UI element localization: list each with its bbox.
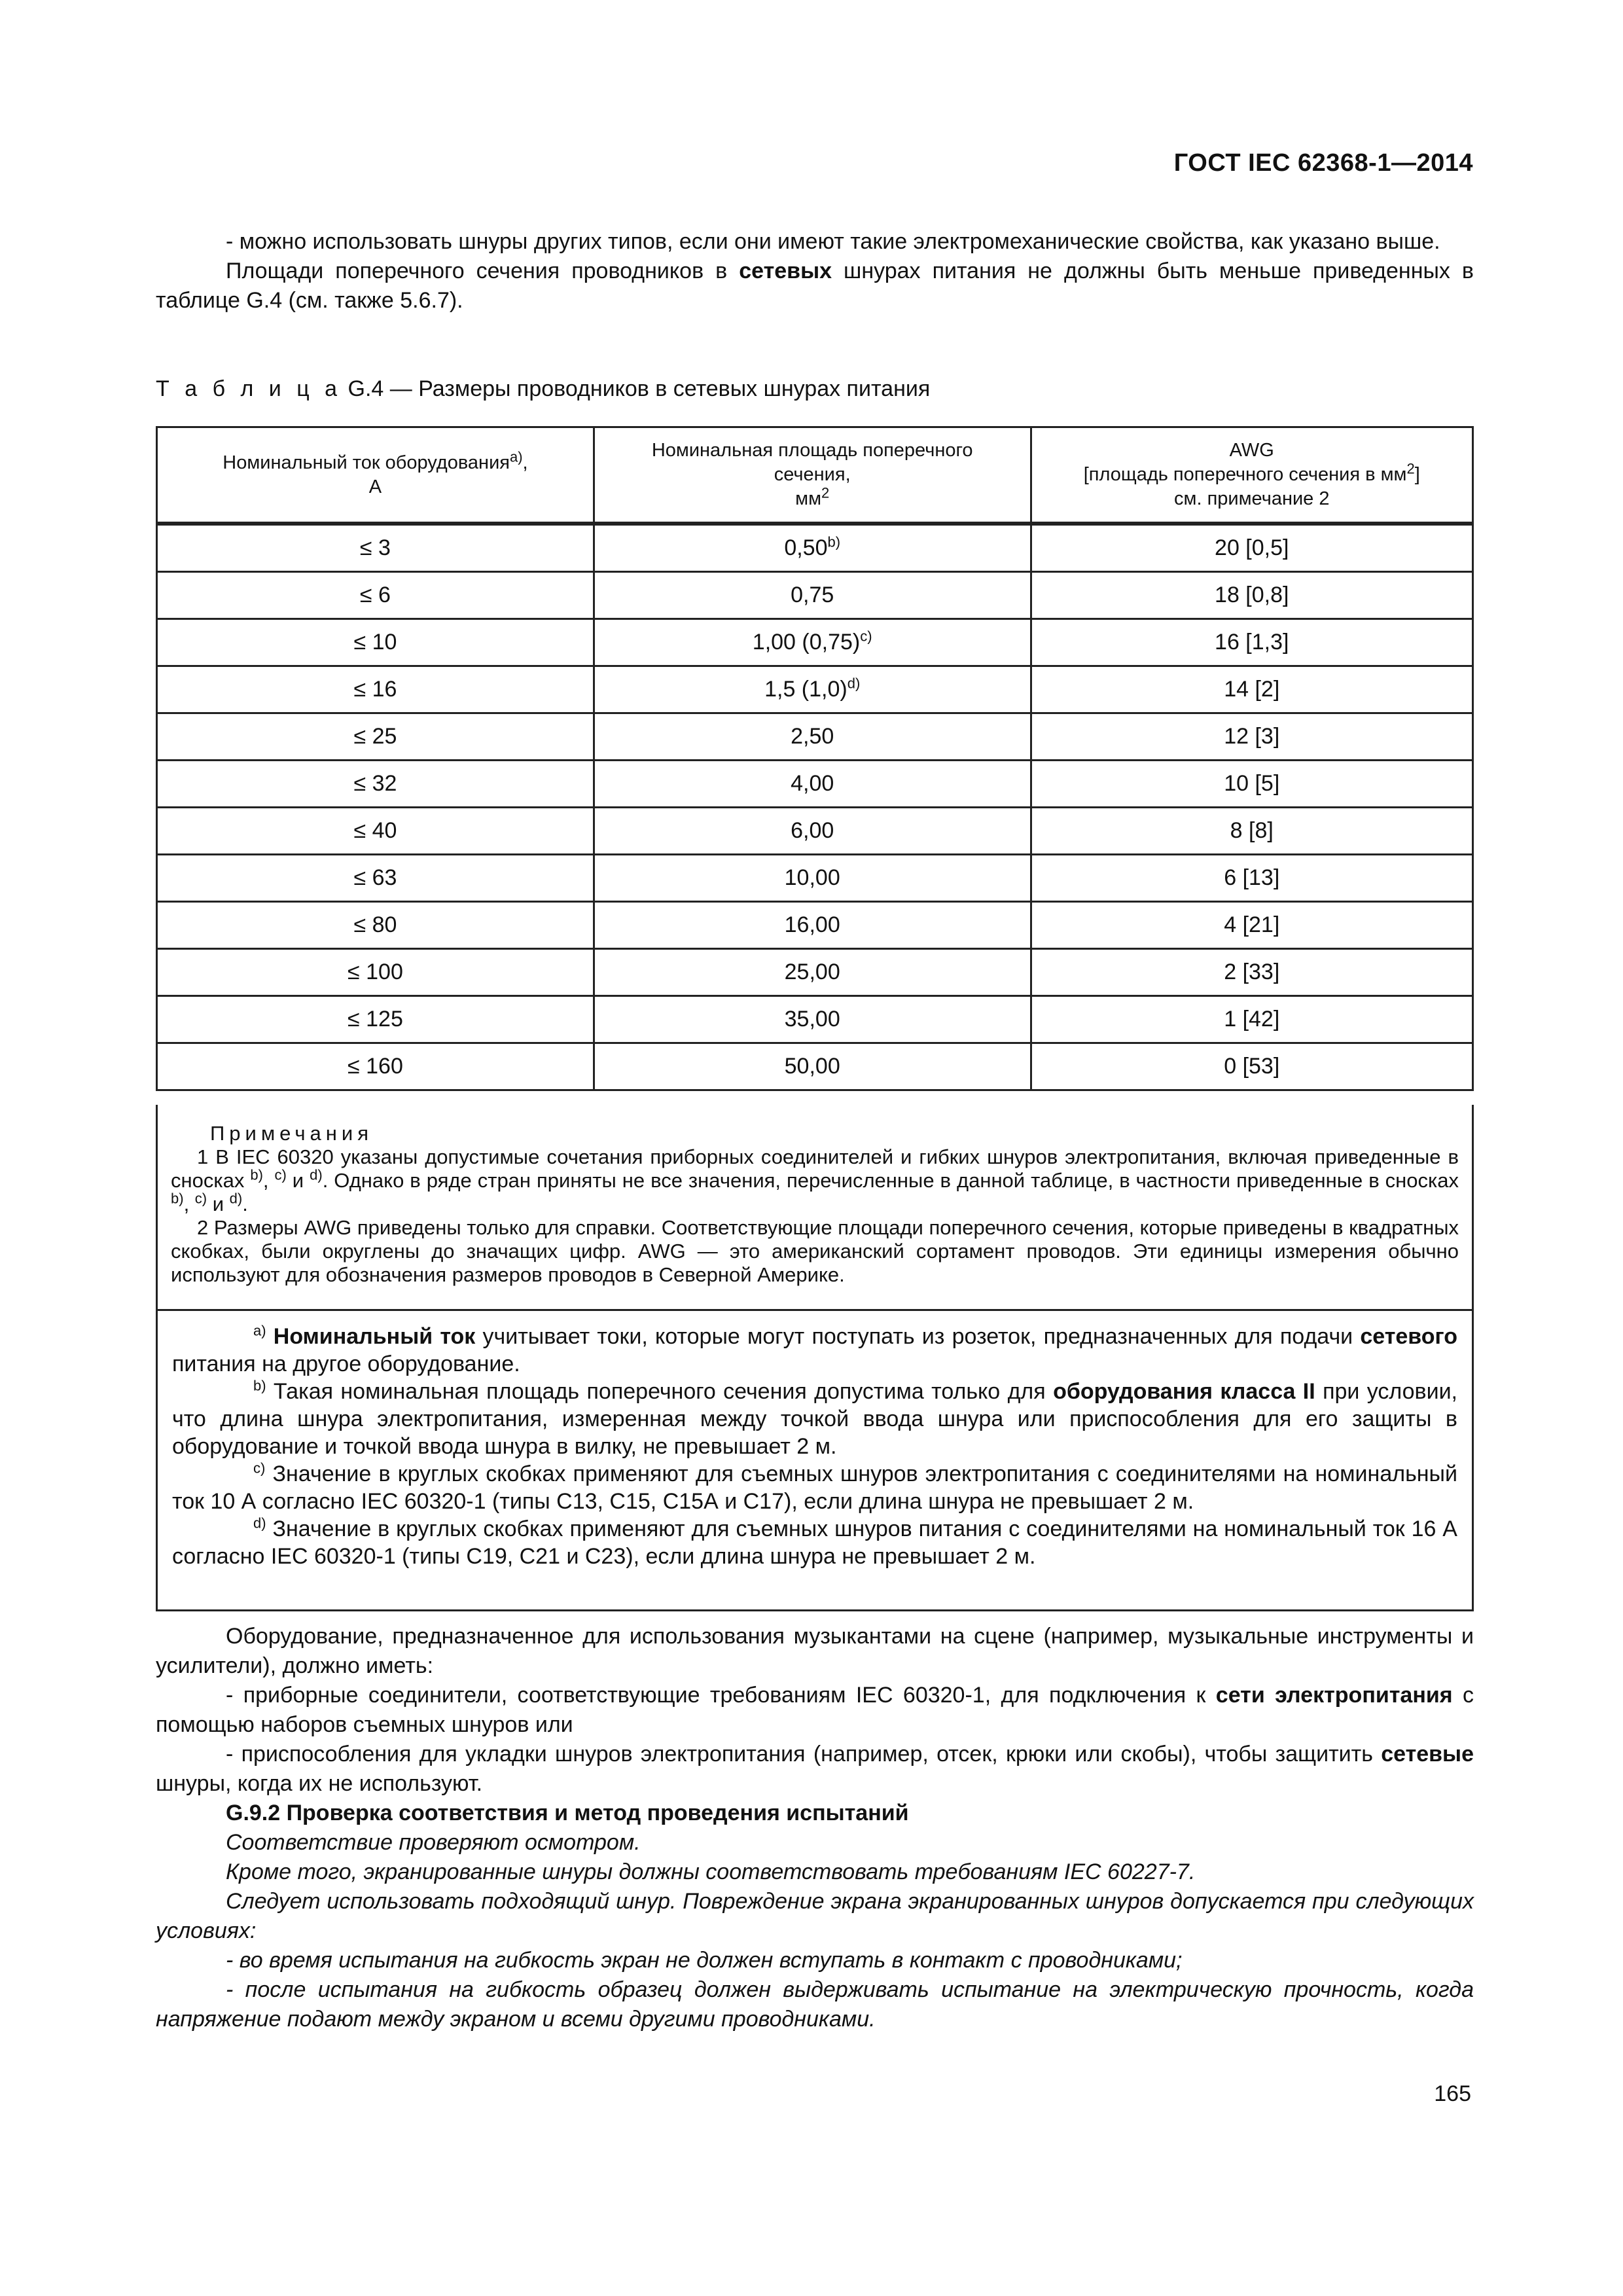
cell-text: ≤ 32 — [353, 771, 397, 796]
cell-area — [594, 949, 1031, 996]
cell-current — [157, 572, 594, 619]
cell-area — [594, 1043, 1031, 1090]
header-area — [594, 427, 1031, 524]
text-run: учитывает токи, которые могут поступать из розеток, предназначенных для подачи — [475, 1324, 1361, 1349]
cell-text: 20 [0,5] — [1215, 535, 1289, 560]
musicians-paragraph: Оборудование, предназначенное для использования музыкантами на сцене (например, музыкальные инструменты и усилители), должно иметь: — [156, 1624, 1474, 1678]
text-run: . — [242, 1193, 248, 1215]
cell-awg — [1031, 713, 1472, 761]
cell-text: 2,50 — [791, 724, 834, 749]
list-item — [156, 1681, 1474, 1740]
italic-paragraph: Соответствие проверяют осмотром. — [226, 1830, 641, 1855]
header-text: см. примечание 2 — [1174, 488, 1330, 509]
cell-awg — [1031, 902, 1472, 949]
cell-text: 4,00 — [791, 771, 834, 796]
table-caption — [156, 376, 930, 402]
cell-awg — [1031, 996, 1472, 1043]
text-run: Значение в круглых скобках применяют для съемных шнуров электропитания с соединителями на номинальный ток 10 А согласно IEC 60320-1 (типы С13, С15, С15А и С17), если длина шнура не превышает 2 м. — [172, 1462, 1457, 1514]
header-text: ] — [1414, 464, 1420, 485]
cell-text: 1,5 (1,0) — [764, 677, 847, 702]
footnote-ref: d) — [229, 1190, 243, 1207]
footnote-ref: a) — [509, 448, 523, 465]
document-id: ГОСТ IEC 62368-1—2014 — [1173, 149, 1473, 177]
header-current — [157, 427, 594, 524]
cell-text: 4 [21] — [1224, 912, 1280, 937]
cell-text: 35,00 — [784, 1007, 840, 1031]
text-run: - приспособления для укладки шнуров электропитания (например, отсек, крюки или скобы), чтобы защитить — [226, 1742, 1382, 1767]
header-text: сечения, — [774, 464, 851, 485]
cell-awg — [1031, 572, 1472, 619]
table-row — [157, 713, 1473, 761]
table-notes — [156, 1105, 1474, 1311]
footnote-d — [172, 1515, 1457, 1570]
cell-area — [594, 524, 1031, 572]
superscript: 2 — [821, 484, 830, 501]
superscript: 2 — [1406, 460, 1415, 477]
section-heading: G.9.2 Проверка соответствия и метод проведения испытаний — [226, 1801, 909, 1825]
cell-area — [594, 619, 1031, 666]
header-text: Номинальная площадь поперечного — [651, 440, 973, 461]
cell-text: 1 [42] — [1224, 1007, 1280, 1031]
table-row — [157, 524, 1473, 572]
page-number: 165 — [1434, 2081, 1471, 2106]
table-row — [157, 572, 1473, 619]
footnote-mark: a) — [253, 1322, 266, 1339]
cell-text: 25,00 — [784, 960, 840, 984]
footnote-a — [172, 1323, 1457, 1378]
footnote-mark: d) — [253, 1515, 266, 1532]
header-text: [площадь поперечного сечения в мм — [1083, 464, 1407, 485]
cell-text: ≤ 25 — [353, 724, 397, 749]
footnote-ref: b) — [250, 1166, 263, 1183]
cell-current — [157, 902, 594, 949]
cell-text: 18 [0,8] — [1215, 583, 1289, 607]
cell-text: 10,00 — [784, 865, 840, 890]
cell-awg — [1031, 808, 1472, 855]
cell-awg — [1031, 1043, 1472, 1090]
cell-current — [157, 619, 594, 666]
cell-text: 6 [13] — [1224, 865, 1280, 890]
italic-paragraph: Следует использовать подходящий шнур. Повреждение экрана экранированных шнуров допускается при следующих условиях: — [156, 1889, 1474, 1943]
table-row — [157, 808, 1473, 855]
cell-current — [157, 761, 594, 808]
bold-term: сети электропитания — [1215, 1683, 1453, 1708]
cell-text: 12 [3] — [1224, 724, 1280, 749]
cell-text: ≤ 80 — [353, 912, 397, 937]
footnote-mark: c) — [253, 1460, 266, 1477]
header-awg — [1031, 427, 1472, 524]
note-1 — [171, 1145, 1459, 1216]
italic-paragraph: Кроме того, экранированные шнуры должны соответствовать требованиям IEC 60227-7. — [226, 1859, 1196, 1884]
cell-text: 1,00 (0,75) — [752, 630, 861, 655]
text-run: Такая номинальная площадь поперечного сечения допустима только для — [266, 1379, 1054, 1404]
table-body — [157, 524, 1473, 1090]
cell-text: 16 [1,3] — [1215, 630, 1289, 655]
cell-awg — [1031, 524, 1472, 572]
intro-section — [156, 227, 1474, 315]
cell-area — [594, 996, 1031, 1043]
cell-area — [594, 761, 1031, 808]
footnote-b — [172, 1378, 1457, 1460]
text-run: шнурах питания не должны быть меньше приведенных в таблице G.4 (см. также 5.6.7). — [156, 259, 1474, 313]
header-text: , — [522, 452, 528, 473]
cell-awg — [1031, 761, 1472, 808]
footnote-ref: b) — [171, 1190, 184, 1207]
cell-text: 2 [33] — [1224, 960, 1280, 984]
cell-awg — [1031, 949, 1472, 996]
header-text: AWG — [1229, 440, 1274, 461]
cell-current — [157, 996, 594, 1043]
text-run: , — [262, 1169, 275, 1192]
text-run: шнуры, когда их не используют. — [156, 1771, 483, 1796]
table-row — [157, 619, 1473, 666]
header-text: мм — [795, 488, 821, 509]
cell-area — [594, 666, 1031, 713]
cell-current — [157, 808, 594, 855]
italic-list-item: - во время испытания на гибкость экран не должен вступать в контакт с проводниками; — [226, 1948, 1183, 1973]
table-row — [157, 855, 1473, 902]
cell-current — [157, 1043, 594, 1090]
text-run: - приборные соединители, соответствующие требованиям IEC 60320-1, для подключения к — [226, 1683, 1216, 1708]
text-run: питания на другое оборудование. — [172, 1352, 520, 1376]
footnote-ref: c) — [194, 1190, 207, 1207]
note-2: 2 Размеры AWG приведены только для справки. Соответствующие площади поперечного сечения, которые приведены в квадратных скобках, были округлены до значащих цифр. AWG — это американский сортамент проводов. Эти единицы измерения обычно используют для обозначения размеров проводов в Северной Америке. — [171, 1216, 1459, 1286]
cell-text: 0 [53] — [1224, 1054, 1280, 1079]
cell-text: ≤ 40 — [353, 818, 397, 843]
text-run: 1 В IEC 60320 указаны допустимые сочетания приборных соединителей и гибких шнуров электропитания, включая приведенные в сносках — [171, 1145, 1459, 1192]
cell-text: ≤ 63 — [353, 865, 397, 890]
footnote-ref: b) — [827, 533, 841, 550]
cell-current — [157, 949, 594, 996]
cell-awg — [1031, 619, 1472, 666]
text-run: и — [207, 1193, 230, 1215]
table-header-row — [157, 427, 1473, 524]
cell-awg — [1031, 666, 1472, 713]
conductor-size-table — [156, 426, 1474, 1091]
table-row — [157, 949, 1473, 996]
cell-area — [594, 855, 1031, 902]
intro-paragraph-2 — [156, 257, 1474, 315]
cell-text: 6,00 — [791, 818, 834, 843]
text-run: , — [183, 1193, 195, 1215]
cell-awg — [1031, 855, 1472, 902]
text-run: с помощью наборов съемных шнуров или — [156, 1683, 1474, 1737]
cell-text: ≤ 16 — [353, 677, 397, 702]
footnote-ref: c) — [274, 1166, 287, 1183]
cell-text: 50,00 — [784, 1054, 840, 1079]
cell-text: ≤ 6 — [359, 583, 391, 607]
header-text: Номинальный ток оборудования — [223, 452, 510, 473]
cell-area — [594, 808, 1031, 855]
cell-text: 0,50 — [784, 535, 828, 560]
cell-current — [157, 713, 594, 761]
footnote-c — [172, 1460, 1457, 1515]
table-row — [157, 1043, 1473, 1090]
text-run: Значение в круглых скобках применяют для съемных шнуров питания с соединителями на номинальный ток 16 А согласно IEC 60320-1 (типы С19, С21 и С23), если длина шнура не превышает 2 м. — [172, 1516, 1457, 1569]
bold-term: Номинальный ток — [273, 1324, 476, 1349]
cell-text: ≤ 3 — [359, 535, 391, 560]
cell-text: 16,00 — [784, 912, 840, 937]
text-run: . Однако в ряде стран приняты не все значения, перечисленные в данной таблице, в частности приведенные в сносках — [322, 1169, 1459, 1192]
bold-term: оборудования класса II — [1053, 1379, 1315, 1404]
cell-text: 14 [2] — [1224, 677, 1280, 702]
footnote-ref: d) — [847, 675, 861, 692]
table-row — [157, 902, 1473, 949]
footnote-mark: b) — [253, 1377, 266, 1394]
cell-current — [157, 524, 594, 572]
table-footnotes — [156, 1309, 1474, 1611]
header-text: А — [368, 476, 382, 497]
after-table-section — [156, 1622, 1474, 2034]
footnote-ref: c) — [860, 628, 872, 645]
table-caption-label: Т а б л и ц а — [156, 376, 342, 401]
footnote-ref: d) — [310, 1166, 323, 1183]
cell-text: ≤ 125 — [348, 1007, 403, 1031]
cell-current — [157, 855, 594, 902]
cell-text: 0,75 — [791, 583, 834, 607]
cell-text: 10 [5] — [1224, 771, 1280, 796]
bold-term: сетевого — [1360, 1324, 1458, 1349]
cell-text: ≤ 100 — [348, 960, 403, 984]
table-row — [157, 666, 1473, 713]
cell-current — [157, 666, 594, 713]
cell-area — [594, 902, 1031, 949]
cell-area — [594, 572, 1031, 619]
notes-title: Примечания — [210, 1122, 373, 1145]
list-item — [156, 1740, 1474, 1799]
cell-text: 8 [8] — [1230, 818, 1274, 843]
italic-list-item: - после испытания на гибкость образец должен выдерживать испытание на электрическую прочность, когда напряжение подают между экраном и всеми другими проводниками. — [156, 1977, 1474, 2032]
text-run — [266, 1324, 274, 1349]
cell-text: ≤ 160 — [348, 1054, 403, 1079]
bold-term: сетевые — [1381, 1742, 1474, 1767]
table-row — [157, 761, 1473, 808]
intro-paragraph-1: - можно использовать шнуры других типов, если они имеют такие электромеханические свойства, как указано выше. — [226, 229, 1440, 254]
table-row — [157, 996, 1473, 1043]
bold-term: сетевых — [739, 259, 832, 283]
text-run: и — [286, 1169, 310, 1192]
table-caption-text: G.4 — Размеры проводников в сетевых шнурах питания — [348, 376, 931, 401]
text-run: Площади поперечного сечения проводников в — [226, 259, 740, 283]
text-run: при условии, что длина шнура электропитания, измеренная между точкой ввода шнура или приспособления для его защиты в оборудование и точкой ввода шнура в вилку, не превышает 2 м. — [172, 1379, 1458, 1459]
cell-text: ≤ 10 — [353, 630, 397, 655]
cell-area — [594, 713, 1031, 761]
